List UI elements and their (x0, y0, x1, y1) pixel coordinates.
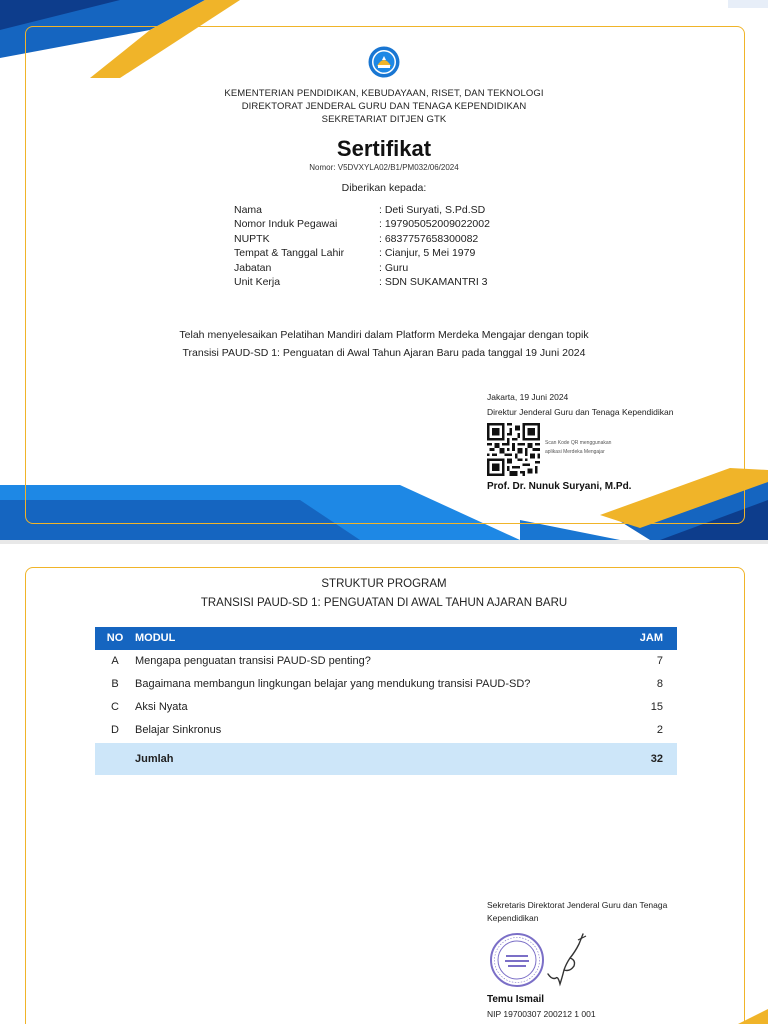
field-value: : 197905052009022002 (379, 218, 490, 230)
field-label: Jabatan (234, 262, 272, 274)
signer-name: Prof. Dr. Nunuk Suryani, M.Pd. (487, 481, 632, 492)
bottom-right-decoration (718, 1009, 768, 1024)
field-label: NUPTK (234, 233, 270, 245)
certificate-number: Nomor: V5DVXYLA02/B1/PM032/06/2024 (309, 163, 459, 172)
total-label: Jumlah (135, 753, 174, 765)
row-no: A (111, 655, 119, 667)
row-no: D (111, 724, 119, 736)
secretary-name: Temu Ismail (487, 994, 545, 1005)
qr-code-icon (487, 423, 540, 476)
table-total-row (95, 743, 677, 775)
place-date: Jakarta, 19 Juni 2024 (487, 392, 569, 402)
row-modul: Aksi Nyata (135, 701, 188, 713)
field-label: Nama (234, 204, 263, 216)
tut-wuri-handayani-logo (368, 46, 400, 78)
ministry-line-3: SEKRETARIAT DITJEN GTK (321, 114, 447, 125)
program-heading-1: STRUKTUR PROGRAM (321, 578, 447, 590)
row-jam: 7 (656, 655, 663, 667)
row-jam: 2 (656, 724, 663, 736)
field-value: : Guru (379, 262, 409, 274)
signer-position: Direktur Jenderal Guru dan Tenaga Kependidikan (487, 407, 674, 417)
table-row (95, 719, 677, 742)
field-value: : Cianjur, 5 Mei 1979 (379, 247, 476, 259)
program-structure-page (0, 544, 768, 1024)
total-value: 32 (650, 753, 663, 765)
field-label: Tempat & Tanggal Lahir (234, 247, 345, 259)
row-no: B (111, 678, 119, 690)
row-modul: Bagaimana membangun lingkungan belajar yang mendukung transisi PAUD-SD? (135, 678, 531, 690)
table-row (95, 673, 677, 696)
certificate-title: Sertifikat (336, 136, 432, 161)
row-modul: Mengapa penguatan transisi PAUD-SD penting? (135, 655, 371, 667)
row-jam: 15 (650, 701, 663, 713)
secretary-nip: NIP 19700307 200212 1 001 (487, 1009, 596, 1019)
field-value: : Deti Suryati, S.Pd.SD (379, 204, 486, 216)
table-row (95, 696, 677, 719)
row-jam: 8 (656, 678, 663, 690)
signature-icon (530, 930, 595, 990)
field-label: Nomor Induk Pegawai (234, 218, 338, 230)
statement-line-1: Telah menyelesaikan Pelatihan Mandiri dalam Platform Merdeka Mengajar dengan topik (179, 329, 589, 341)
field-value: : 6837757658300082 (379, 233, 479, 245)
header-modul: MODUL (135, 632, 176, 644)
qr-note-line-2: aplikasi Merdeka Mengajar (545, 449, 605, 455)
field-value: : SDN SUKAMANTRI 3 (379, 276, 488, 288)
ministry-line-2: DIREKTORAT JENDERAL GURU DAN TENAGA KEPENDIDIKAN (241, 101, 527, 112)
top-right-decoration (728, 0, 768, 20)
table-header (95, 627, 677, 650)
header-no: NO (106, 632, 124, 644)
secretary-position-line-1: Sekretaris Direktorat Jenderal Guru dan Tenaga (487, 900, 668, 910)
statement-line-2: Transisi PAUD-SD 1: Penguatan di Awal Tahun Ajaran Baru pada tanggal 19 Juni 2024 (182, 347, 586, 359)
program-heading-2: TRANSISI PAUD-SD 1: PENGUATAN DI AWAL TAHUN AJARAN BARU (200, 597, 568, 609)
secretary-position-line-2: Kependidikan (487, 913, 539, 923)
header-jam: JAM (639, 632, 663, 644)
row-no: C (111, 701, 119, 713)
given-to-label: Diberikan kepada: (341, 182, 427, 194)
row-modul: Belajar Sinkronus (135, 724, 222, 736)
table-row (95, 650, 677, 673)
qr-note-line-1: Scan Kode QR menggunakan (545, 440, 612, 446)
ministry-line-1: KEMENTERIAN PENDIDIKAN, KEBUDAYAAN, RISET, DAN TEKNOLOGI (224, 88, 544, 99)
field-label: Unit Kerja (234, 276, 281, 288)
